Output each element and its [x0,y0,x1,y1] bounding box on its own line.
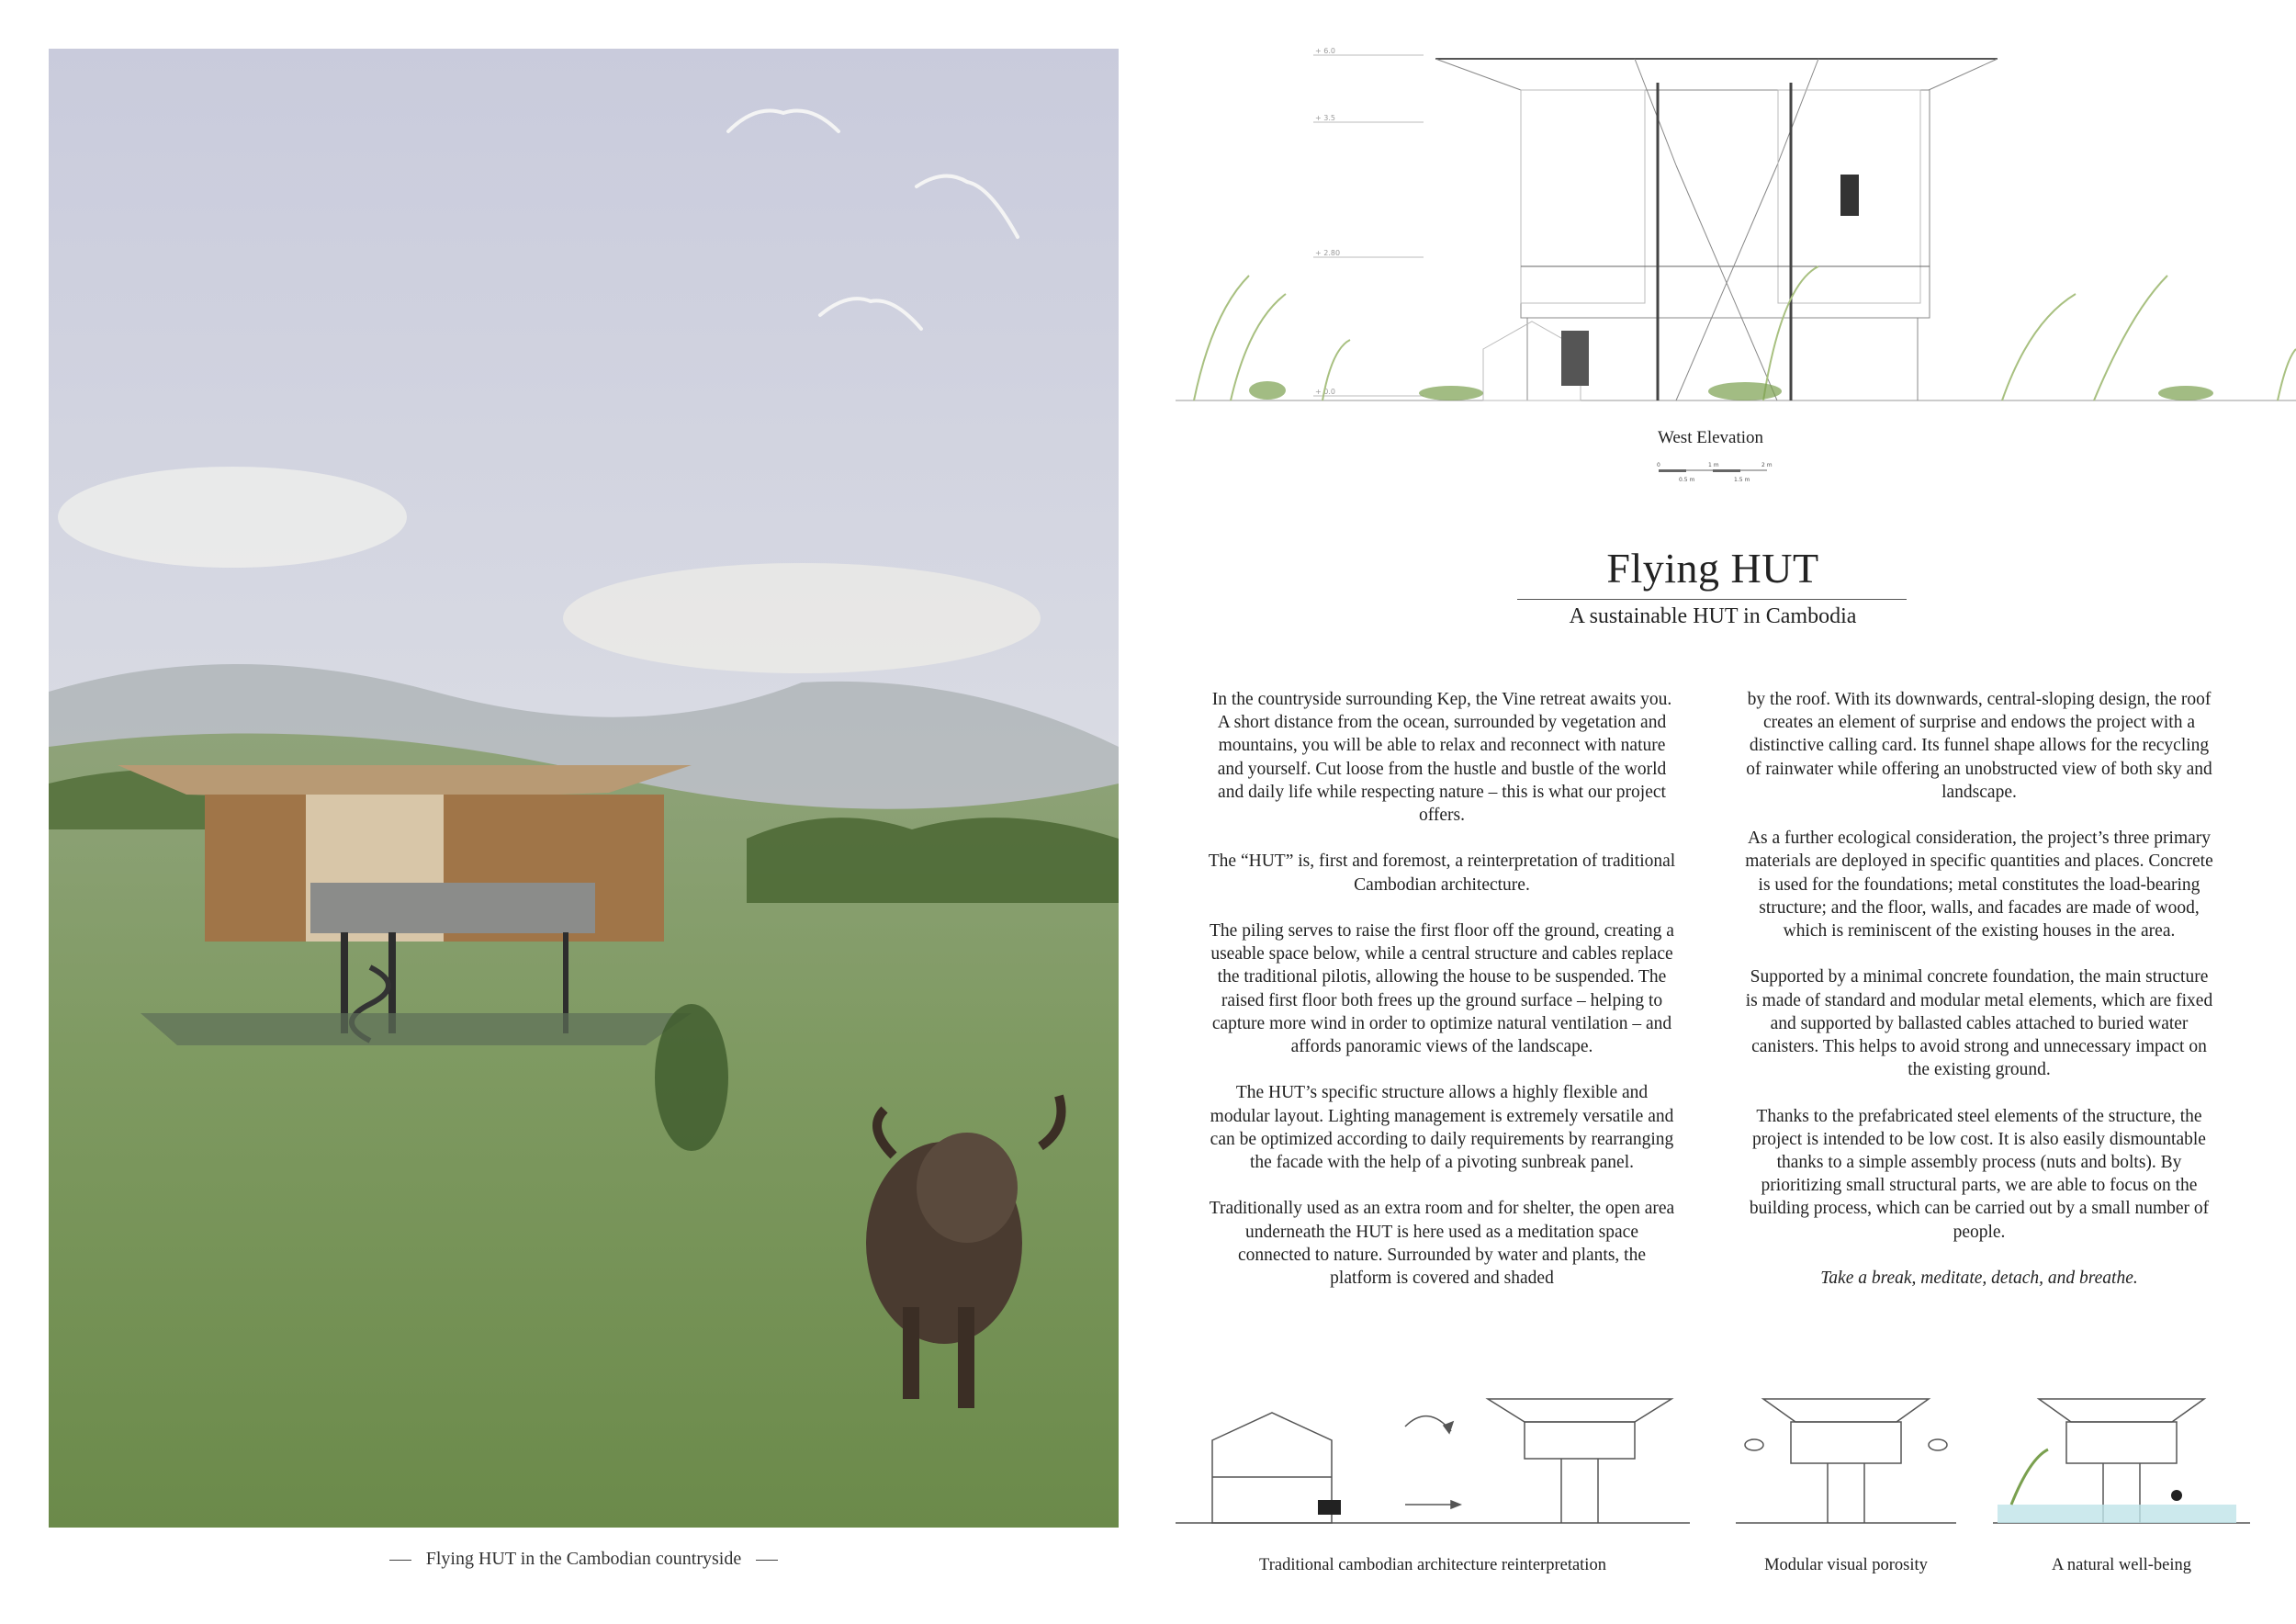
photo-caption-text: Flying HUT in the Cambodian countryside [425,1549,742,1569]
person-figure [1561,331,1589,386]
hut-render-image [49,49,1119,1528]
paragraph: Thanks to the prefabricated steel elements of the structure, the project is intended to be low cost. It is also easily dismountable thanks to a simple assembly process (nuts and bolts). By prioritizing small structural parts, we are able to focus on the building process, which can be carried out by a small number of people. [1749,1106,2210,1242]
paragraph: In the countryside surrounding Kep, the Vine retreat awaits you. A short distance from the ocean, surrounded by vegetation and mountains, you will be able to relax and reconnect with nature and yourself. Cut loose from the hustle and bustle of the world and daily life while respecting nature – this is what our project offers. [1211,690,1672,826]
cow-icon [1318,1500,1341,1515]
person-figure [1840,175,1859,216]
scale-label: 1 m [1708,462,1719,468]
diagram-caption: A natural well-being [2051,1556,2192,1574]
scale-label: 2 m [1761,462,1773,468]
diagram-visual-porosity [1736,1376,1956,1532]
level-label: + 2.80 [1315,249,1341,257]
paragraph: As a further ecological consideration, the project’s three primary materials are deployed in specific quantities and places. Concrete is used for the foundations; metal constitutes the load-bearing structure; and the floor, walls, and facades are made of wood, which is reminiscent of the existing houses in the area. [1745,829,2213,942]
paragraph: The “HUT” is, first and foremost, a reinterpretation of traditional Cambodian architecture. [1208,851,1676,895]
level-label: + 6.0 [1315,47,1335,55]
title-divider [1517,599,1907,600]
caption-dash-left [389,1560,411,1561]
page-subtitle: A sustainable HUT in Cambodia [1569,604,1857,628]
scale-label: 1.5 m [1734,477,1750,483]
photo-caption [49,1549,1119,1570]
diagram-caption: Traditional cambodian architecture reinterpretation [1259,1556,1606,1574]
paragraph: Traditionally used as an extra room and for shelter, the open area underneath the HUT is here used as a meditation space connected to nature. Surrounded by water and plants, the platform is covered and shaded [1209,1199,1675,1289]
level-label: + 3.5 [1315,114,1335,122]
elevation-title: West Elevation [1657,428,1764,447]
west-elevation-drawing [1176,46,2296,413]
scale-bar [1653,459,1773,487]
page-title: Flying HUT [1606,545,1819,592]
level-label: + 0.0 [1315,388,1335,396]
right-text-column [1745,688,2213,1313]
scale-label: 0.5 m [1679,477,1695,483]
diagram-traditional-reinterpretation [1176,1376,1690,1532]
paragraph: Supported by a minimal concrete foundation, the main structure is made of standard and modular metal elements, which are fixed and supported by ballasted cables attached to buried water canisters. This helps to avoid strong and unnecessary impact on the existing ground. [1745,967,2213,1080]
person-figure [2171,1490,2182,1501]
scale-label: 0 [1657,462,1660,468]
diagram-natural-well-being [1993,1376,2250,1532]
left-text-column [1208,688,1676,1313]
diagram-caption: Modular visual porosity [1764,1556,1928,1574]
paragraph: by the roof. With its downwards, central-sloping design, the roof creates an element of surprise and endows the project with a distinctive calling card. Its funnel shape allows for the recycling of rainwater while offering an unobstructed view of both sky and landscape. [1746,690,2212,802]
caption-dash-right [756,1560,778,1561]
paragraph: The piling serves to raise the first floor off the ground, creating a useable space below, while a central structure and cables replace the traditional pilotis, allowing the house to be suspended. The raised first floor both frees up the ground surface – helping to capture more wind in order to optimize natural ventilation – and affords panoramic views of the landscape. [1210,921,1674,1057]
tagline: Take a break, meditate, detach, and breathe. [1820,1269,2138,1289]
paragraph: The HUT’s specific structure allows a highly flexible and modular layout. Lighting management is extremely versatile and can be optimized according to daily requirements by rearranging the facade with the help of a pivoting sunbreak panel. [1210,1083,1674,1173]
